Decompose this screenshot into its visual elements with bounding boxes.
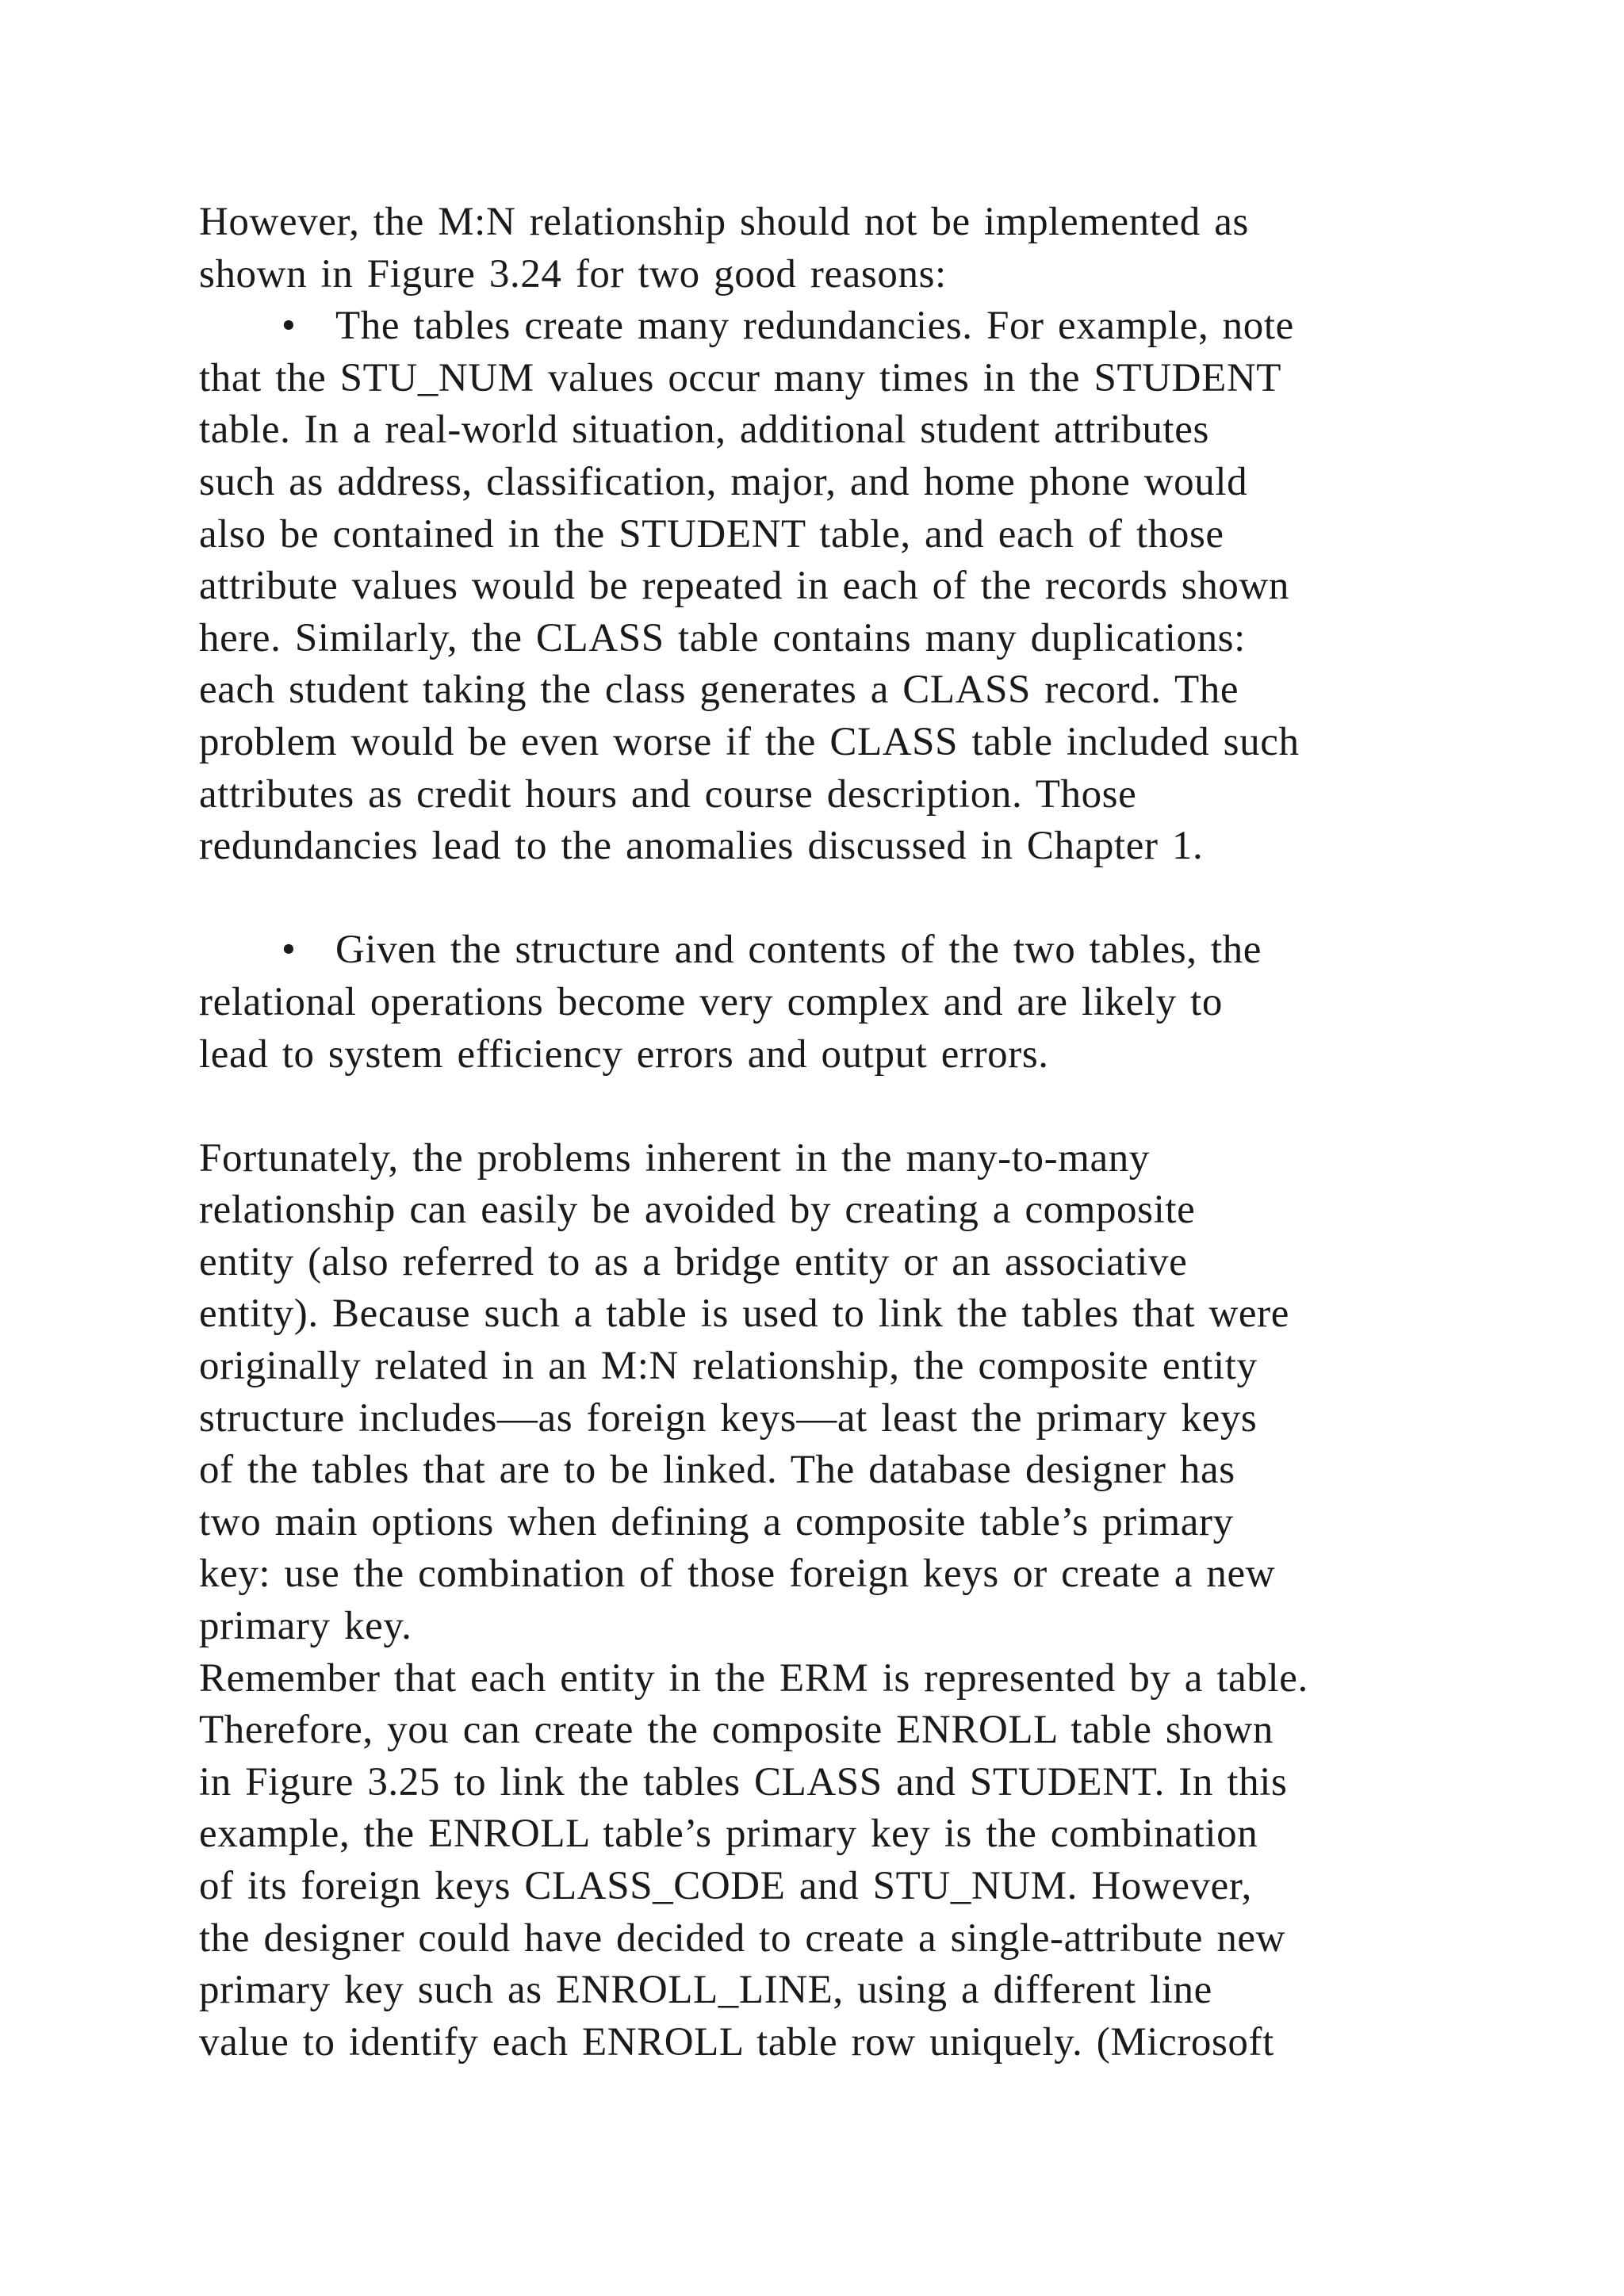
text-line: table. In a real-world situation, additional student attributes (199, 408, 1209, 453)
text-line: However, the M:N relationship should not be implemented as (199, 200, 1249, 244)
text-line (199, 924, 1436, 977)
text-line: attribute values would be repeated in each of the records shown (199, 564, 1289, 609)
text-line: here. Similarly, the CLASS table contains many duplications: (199, 615, 1246, 660)
text-line: entity (also referred to as a bridge entity or an associative (199, 1239, 1188, 1284)
bullet-icon: • (282, 928, 297, 973)
text-line: structure includes—as foreign keys—at least the primary keys (199, 1395, 1258, 1441)
text-line: in Figure 3.25 to link the tables CLASS and STUDENT. In this (199, 1759, 1288, 1804)
text-line: key: use the combination of those foreign keys or create a new (199, 1552, 1276, 1597)
text-line: two main options when defining a composite table’s primary (199, 1499, 1234, 1544)
text-line: that the STU_NUM values occur many times in the STUDENT (199, 355, 1282, 400)
text-line: example, the ENROLL table’s primary key is the combination (199, 1812, 1258, 1857)
paragraph-composite-entity (199, 1133, 1436, 1653)
paragraph-intro (199, 197, 1436, 300)
paragraph-remember (199, 1653, 1436, 2069)
text-line: relationship can easily be avoided by creating a composite (199, 1188, 1196, 1233)
text-line: Therefore, you can create the composite ENROLL table shown (199, 1708, 1274, 1753)
text-line: entity). Because such a table is used to link the tables that were (199, 1292, 1289, 1337)
text-line: shown in Figure 3.24 for two good reasons: (199, 251, 947, 297)
text-line: redundancies lead to the anomalies discussed in Chapter 1. (199, 824, 1204, 869)
document-body (199, 197, 1436, 2068)
paragraph-spacer (199, 1081, 1436, 1133)
bullet-icon: • (282, 304, 297, 349)
text-line: primary key such as ENROLL_LINE, using a different line (199, 1968, 1212, 2013)
text-line: Fortunately, the problems inherent in the many-to-many (199, 1135, 1150, 1181)
text-line: relational operations become very complex and are likely to (199, 979, 1223, 1024)
text-line: value to identify each ENROLL table row uniquely. (Microsoft (199, 2019, 1274, 2064)
paragraph-spacer (199, 873, 1436, 925)
text-line: originally related in an M:N relationship, the composite entity (199, 1344, 1258, 1389)
bullet-item-operations (199, 924, 1436, 1081)
text-line: lead to system efficiency errors and output errors. (199, 1031, 1049, 1077)
text-line: of the tables that are to be linked. The database designer has (199, 1448, 1235, 1493)
text-line: such as address, classification, major, and home phone would (199, 459, 1248, 504)
text-line: attributes as credit hours and course description. Those (199, 771, 1137, 817)
text-line: of its foreign keys CLASS_CODE and STU_NUM. However, (199, 1864, 1252, 1908)
text-line: the designer could have decided to create a single-attribute new (199, 1915, 1286, 1961)
bullet-item-redundancies (199, 300, 1436, 873)
text-line: problem would be even worse if the CLASS table included such (199, 719, 1300, 764)
bullet-text: The tables create many redundancies. For example, note (335, 304, 1294, 349)
text-line: Remember that each entity in the ERM is represented by a table. (199, 1655, 1308, 1701)
text-line: each student taking the class generates a CLASS record. The (199, 668, 1239, 713)
bullet-text: Given the structure and contents of the two tables, the (335, 928, 1262, 973)
text-line (199, 300, 1436, 353)
text-line: primary key. (199, 1604, 412, 1649)
text-line: also be contained in the STUDENT table, and each of those (199, 511, 1224, 557)
